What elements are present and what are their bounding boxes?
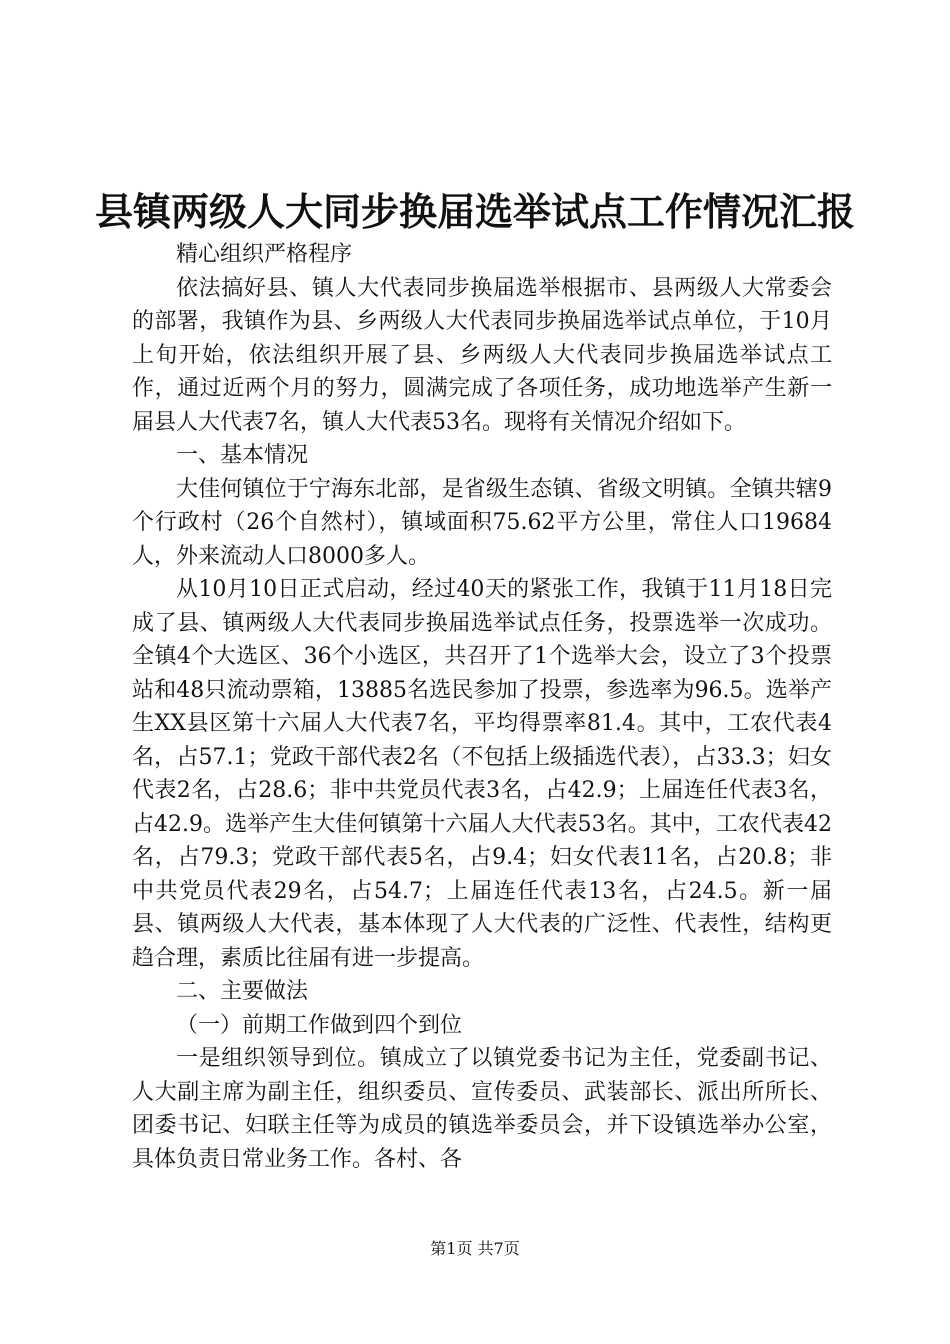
document-title: 县镇两级人大同步换届选举试点工作情况汇报 <box>94 189 855 234</box>
document-body <box>132 238 832 1176</box>
paragraph-intro: 依法搞好县、镇人大代表同步换届选举根据市、县两级人大常委会的部署，我镇作为县、乡两级人大代表同步换届选举试点单位，于10月上旬开始，依法组织开展了县、乡两级人大代表同步换届选举试点工作，通过近两个月的努力，圆满完成了各项任务，成功地选举产生新一届县人大代表7名，镇人大代表53名。现将有关情况介绍如下。 <box>132 275 832 435</box>
paragraph-town-overview: 大佳何镇位于宁海东北部，是省级生态镇、省级文明镇。全镇共辖9个行政村（26个自然村），镇域面积75.62平方公里，常住人口19684人，外来流动人口8000多人。 <box>132 476 832 569</box>
paragraph-election-results: 从10月10日正式启动，经过40天的紧张工作，我镇于11月18日完成了县、镇两级人大代表同步换届选举试点任务，投票选举一次成功。全镇4个大选区、36个小选区，共召开了1个选举大会，设立了3个投票站和48只流动票箱，13885名选民参加了投票，参选率为96.5。选举产生XX县区第十六届人大代表7名，平均得票率81.4。其中，工农代表4名，占57.1；党政干部代表2名（不包括上级插选代表），占33.3；妇女代表2名，占28.6；非中共党员代表3名，占42.9；上届连任代表3名，占42.9。选举产生大佳何镇第十六届人大代表53名。其中，工农代表42名，占79.3；党政干部代表5名，占9.4；妇女代表11名，占20.8；非中共党员代表29名，占54.7；上届连任代表13名，占24.5。新一届县、镇两级人大代表，基本体现了人大代表的广泛性、代表性，结构更趋合理，素质比往届有进一步提高。 <box>132 577 832 971</box>
subsection-heading-preparation: （一）前期工作做到四个到位 <box>176 1012 463 1038</box>
section-heading-methods: 二、主要做法 <box>176 979 309 1004</box>
section-heading-basic: 一、基本情况 <box>176 443 309 468</box>
paragraph-subtitle: 精心组织严格程序 <box>176 242 353 267</box>
paragraph-organization: 一是组织领导到位。镇成立了以镇党委书记为主任，党委副书记、人大副主席为副主任，组织委员、宣传委员、武装部长、派出所所长、团委书记、妇联主任等为成员的镇选举委员会，并下设镇选举办公室，具体负责日常业务工作。各村、各 <box>132 1046 832 1172</box>
page-number-footer: 第1页 共7页 <box>430 1239 520 1258</box>
